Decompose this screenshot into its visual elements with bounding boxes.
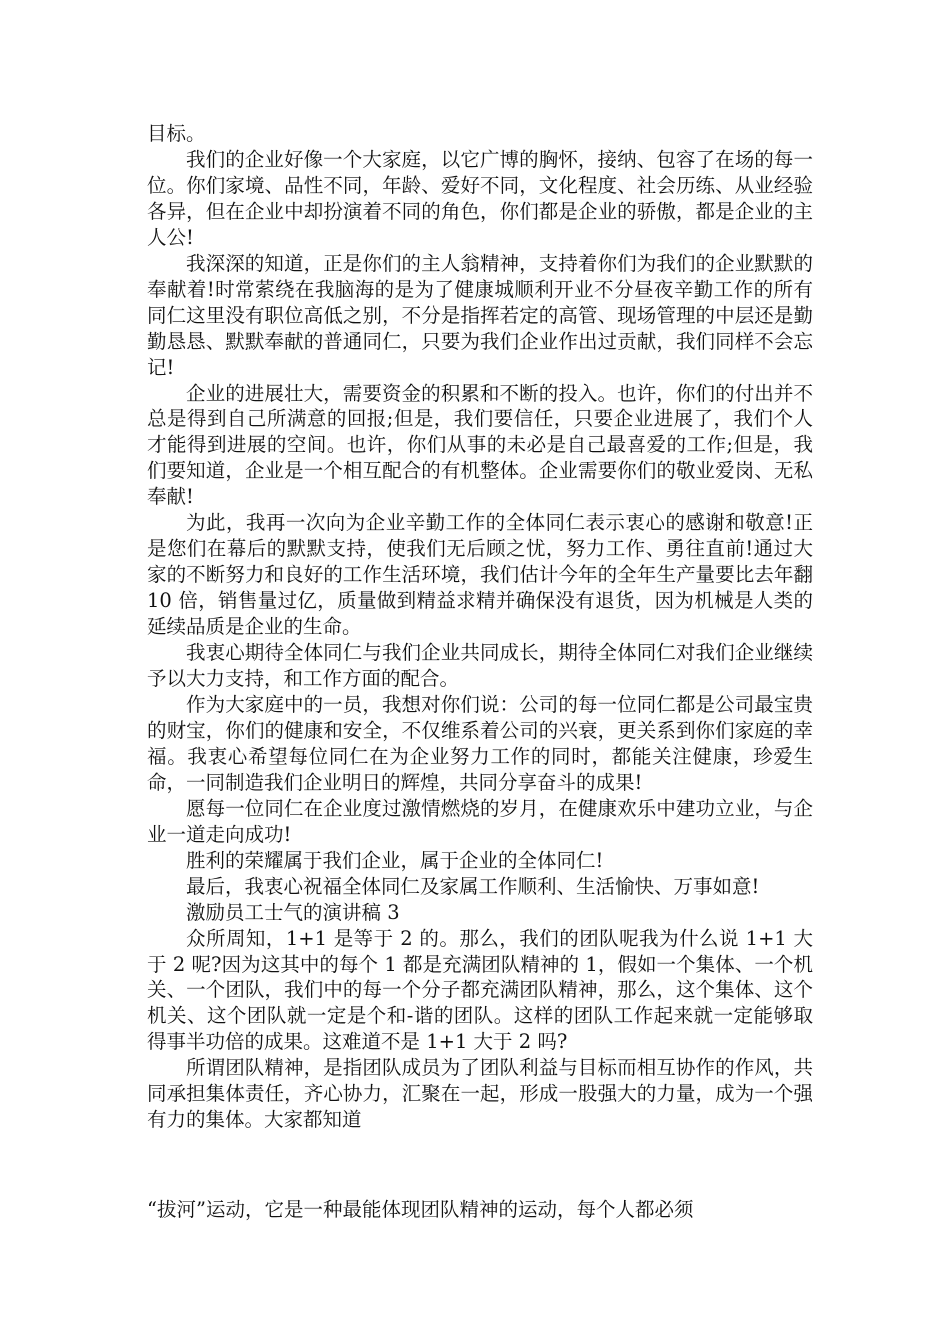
paragraph-continuation: 目标。	[147, 122, 206, 145]
paragraph-teamwork: 众所周知，1+1 是等于 2 的。那么，我们的团队呢我为什么说 1+1 大于 2 呢?因为这其中的每个 1 都是充满团队精神的 1，假如一个集体、一个机关、一个团队，我们中的每一个分子都充满团队精神，那么，这个集体、这个机关、这个团队就一定是个和-谐的团队。这样的团队工作起来就一定能够取得事半功倍的成果。这难道不是 1+1 大于 2 吗?	[147, 926, 813, 1054]
paragraph-team-spirit: 所谓团队精神，是指团队成员为了团队利益与目标而相互协作的作风，共同承担集体责任，齐心协力，汇聚在一起，形成一股强大的力量，成为一个强有力的集体。大家都知道	[147, 1056, 813, 1132]
paragraph-expectation: 我衷心期待全体同仁与我们企业共同成长，期待全体同仁对我们企业继续予以大力支持，和工作方面的配合。	[147, 641, 813, 691]
paragraph-family: 我们的企业好像一个大家庭，以它广博的胸怀，接纳、包容了在场的每一位。你们家境、品性不同，年龄、爱好不同，文化程度、社会历练、从业经验各异，但在企业中却扮演着不同的角色，你们都是企业的骄傲，都是企业的主人公!	[147, 147, 813, 249]
paragraph-tug-of-war: “拔河”运动，它是一种最能体现团队精神的运动，每个人都必须	[147, 1198, 694, 1221]
paragraph-thanks: 为此，我再一次向为企业辛勤工作的全体同仁表示衷心的感谢和敬意!正是您们在幕后的默默支持，使我们无后顾之忧，努力工作、勇往直前!通过大家的不断努力和良好的工作生活环境，我们估计今年的全年生产量要比去年翻 10 倍，销售量过亿，质量做到精益求精并确保没有退货，因为机械是人类的延续品质是企业的生命。	[147, 511, 813, 639]
paragraph-growth: 企业的进展壮大，需要资金的积累和不断的投入。也许，你们的付出并不总是得到自己所满意的回报;但是，我们要信任，只要企业进展了，我们个人才能得到进展的空间。也许，你们从事的未必是自己最喜爱的工作;但是，我们要知道，企业是一个相互配合的有机整体。企业需要你们的敬业爱岗、无私奉献!	[147, 381, 813, 509]
paragraph-wish: 愿每一位同仁在企业度过激情燃烧的岁月，在健康欢乐中建功立业，与企业一道走向成功!	[147, 796, 813, 846]
document-body	[147, 121, 813, 1133]
paragraph-glory: 胜利的荣耀属于我们企业，属于企业的全体同仁!	[186, 848, 604, 872]
section-heading: 激励员工士气的演讲稿 3	[186, 900, 400, 924]
paragraph-closing: 最后，我衷心祝福全体同仁及家属工作顺利、生活愉快、万事如意!	[186, 874, 760, 898]
paragraph-dedication: 我深深的知道，正是你们的主人翁精神，支持着你们为我们的企业默默的奉献着!时常萦绕在我脑海的是为了健康城顺利开业不分昼夜辛勤工作的所有同仁这里没有职位高低之别，不分是指挥若定的高管、现场管理的中层还是勤勤恳恳、默默奉献的普通同仁，只要为我们企业作出过贡献，我们同样不会忘记!	[147, 251, 813, 379]
paragraph-health: 作为大家庭中的一员，我想对你们说：公司的每一位同仁都是公司最宝贵的财宝，你们的健康和安全，不仅维系着公司的兴衰，更关系到你们家庭的幸福。我衷心希望每位同仁在为企业努力工作的同时，都能关注健康，珍爱生命，一同制造我们企业明日的辉煌，共同分享奋斗的成果!	[147, 692, 813, 794]
